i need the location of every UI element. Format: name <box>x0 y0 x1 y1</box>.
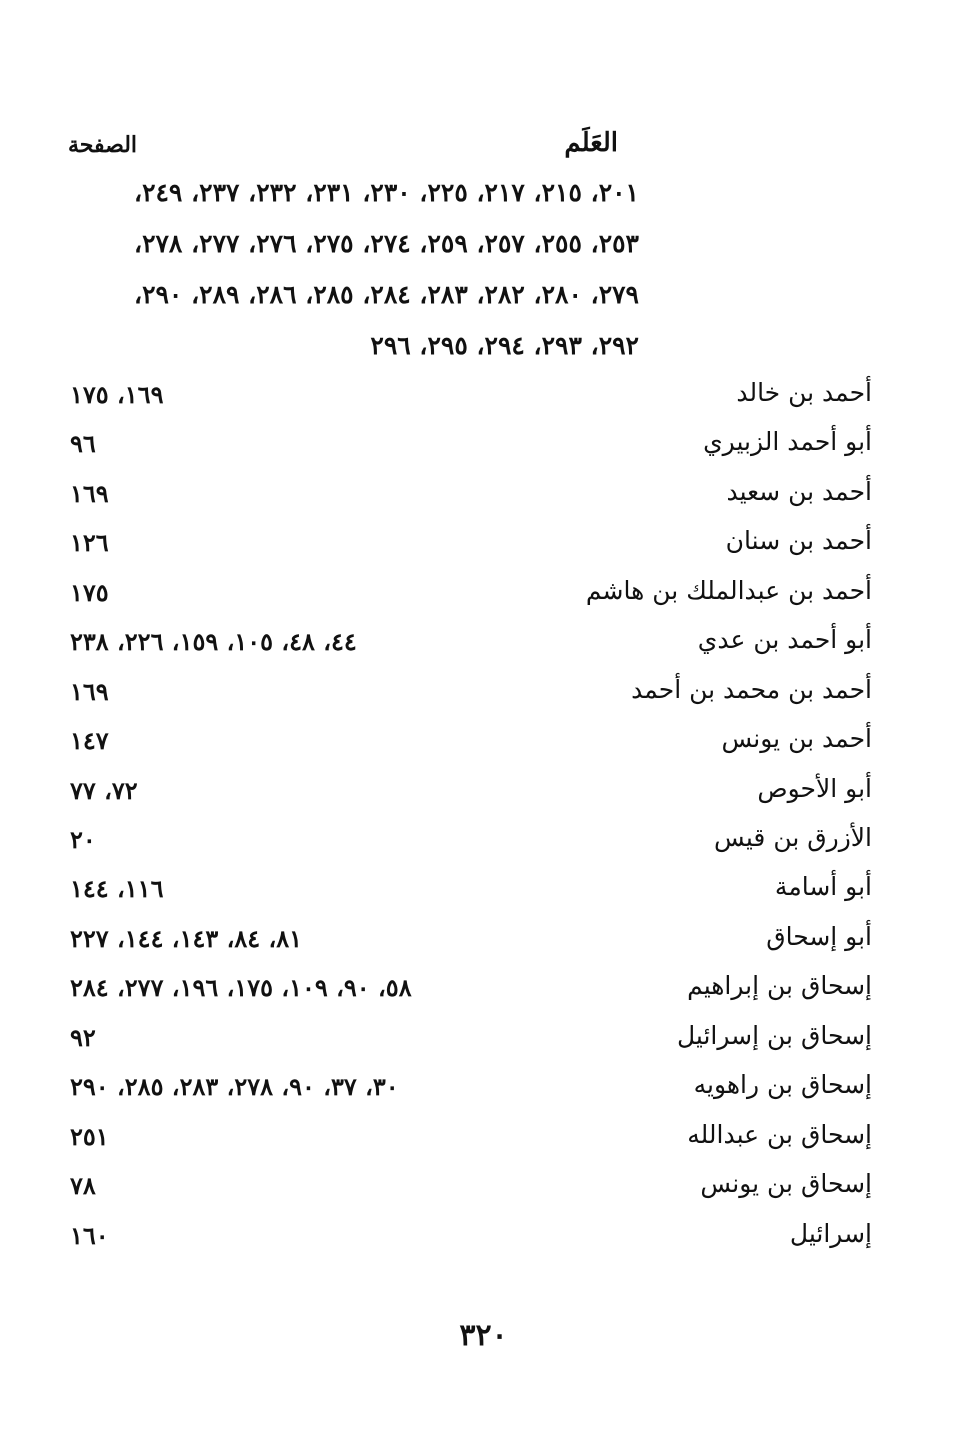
index-entry <box>60 1169 872 1209</box>
index-entry <box>60 971 872 1011</box>
entry-name: إسحاق بن عبدالله <box>687 1120 872 1149</box>
continuation-line: ٢٩٢، ٢٩٣، ٢٩٤، ٢٩٥، ٢٩٦ <box>370 331 639 360</box>
index-entry <box>60 1021 872 1061</box>
entry-name: أحمد بن سنان <box>725 526 872 555</box>
index-entry <box>60 526 872 566</box>
entry-pages: ٩٢ <box>70 1023 96 1052</box>
index-entry <box>60 477 872 517</box>
entry-pages: ١٤٧ <box>70 726 109 755</box>
page-number: ٣٢٠ <box>459 1318 508 1353</box>
entry-name: أحمد بن عبدالملك بن هاشم <box>585 576 872 605</box>
entry-pages: ٨١، ٨٤، ١٤٣، ١٤٤، ٢٢٧ <box>70 924 303 953</box>
entry-pages: ١٦٩ <box>70 479 109 508</box>
entry-pages: ٧٢، ٧٧ <box>70 776 138 805</box>
index-entry <box>60 378 872 418</box>
entry-pages: ٩٦ <box>70 429 96 458</box>
entry-name: إسحاق بن يونس <box>700 1169 872 1198</box>
entry-pages: ٥٨، ٩٠، ١٠٩، ١٧٥، ١٩٦، ٢٧٧، ٢٨٤ <box>70 973 412 1002</box>
continuation-line: ٢٠١، ٢١٥، ٢١٧، ٢٢٥، ٢٣٠، ٢٣١، ٢٣٢، ٢٣٧، ٢٤٩، <box>134 178 639 207</box>
entry-pages: ٢٥١ <box>70 1122 109 1151</box>
entry-pages: ٣٠، ٣٧، ٩٠، ٢٧٨، ٢٨٣، ٢٨٥، ٢٩٠ <box>70 1072 399 1101</box>
continuation-line: ٢٥٣، ٢٥٥، ٢٥٧، ٢٥٩، ٢٧٤، ٢٧٥، ٢٧٦، ٢٧٧، ٢٧٨، <box>134 229 639 258</box>
entry-name: إسحاق بن إبراهيم <box>687 971 872 1000</box>
header-name-column: العَلَم <box>564 128 618 158</box>
entry-name: أحمد بن محمد بن أحمد <box>631 675 872 704</box>
entry-name: أبو الأحوص <box>757 774 872 803</box>
index-entry <box>60 675 872 715</box>
index-entry <box>60 774 872 814</box>
index-entry <box>60 427 872 467</box>
index-entry <box>60 576 872 616</box>
entry-name: إسرائيل <box>789 1219 872 1248</box>
entry-name: أحمد بن يونس <box>721 724 872 753</box>
entry-pages: ١٧٥ <box>70 578 109 607</box>
entry-pages: ٢٠ <box>70 825 96 854</box>
continuation-line: ٢٧٩، ٢٨٠، ٢٨٢، ٢٨٣، ٢٨٤، ٢٨٥، ٢٨٦، ٢٨٩، ٢٩٠، <box>134 280 639 309</box>
index-entry <box>60 823 872 863</box>
entry-name: أبو أحمد بن عدي <box>697 625 872 654</box>
index-entry <box>60 724 872 764</box>
entry-pages: ١٦٩ <box>70 677 109 706</box>
entry-name: أبو أحمد الزبيري <box>703 427 872 456</box>
entry-name: أبو أسامة <box>774 872 872 901</box>
header-page-column: الصفحة <box>68 132 138 158</box>
entry-pages: ١١٦، ١٤٤ <box>70 874 164 903</box>
entry-name: أبو إسحاق <box>766 922 872 951</box>
index-entry <box>60 1120 872 1160</box>
entry-name: أحمد بن سعيد <box>726 477 872 506</box>
index-entry <box>60 872 872 912</box>
entry-name: إسحاق بن إسرائيل <box>677 1021 872 1050</box>
index-entry <box>60 1219 872 1259</box>
entry-name: إسحاق بن راهويه <box>693 1070 872 1099</box>
entry-pages: ٧٨ <box>70 1171 96 1200</box>
entry-pages: ١٢٦ <box>70 528 109 557</box>
column-headers <box>60 128 880 168</box>
index-entry <box>60 625 872 665</box>
entry-pages: ١٦٠ <box>70 1221 109 1250</box>
entry-pages: ٤٤، ٤٨، ١٠٥، ١٥٩، ٢٢٦، ٢٣٨ <box>70 627 357 656</box>
entry-pages: ١٦٩، ١٧٥ <box>70 380 164 409</box>
entry-name: أحمد بن خالد <box>736 378 872 407</box>
index-entry <box>60 1070 872 1110</box>
entry-name: الأزرق بن قيس <box>714 823 872 852</box>
index-entry <box>60 922 872 962</box>
